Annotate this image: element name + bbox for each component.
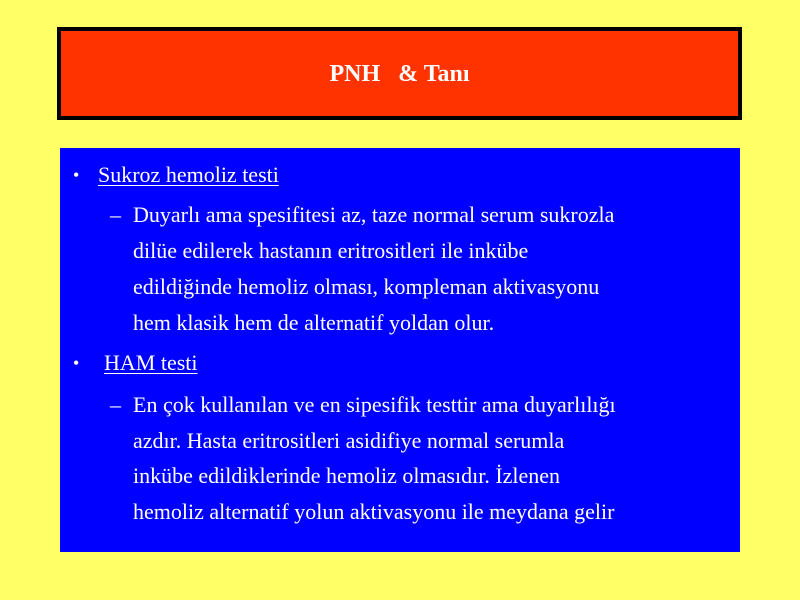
bullet-item-ham (60, 345, 740, 381)
sub-item-text (133, 197, 614, 341)
text-line: hemoliz alternatif yolun aktivasyonu ile meydana gelir (133, 498, 615, 524)
bullet-label-ham: HAM testi (104, 350, 198, 375)
text-line: Duyarlı ama spesifitesi az, taze normal serum sukrozla (133, 202, 615, 227)
text-line: edildiğinde hemoliz olması, kompleman aktivasyonu (133, 274, 600, 299)
slide-title: PNH & Tanı (329, 60, 470, 87)
text-line: En çok kullanılan ve en sipesifik testtir ama duyarlılığı (133, 392, 616, 417)
sub-item-text (133, 387, 616, 529)
slide-content-box (60, 148, 740, 552)
text-line: hem klasik hem de alternatif yoldan olur. (133, 310, 495, 335)
bullet-glyph: • (73, 353, 80, 373)
bullet-item-sukroz (60, 157, 740, 193)
text-line: inkübe edildiklerinde hemoliz olmasıdır. İzlenen (133, 463, 561, 488)
bullet-label-sukroz: Sukroz hemoliz testi (98, 162, 279, 187)
dash-glyph: – (110, 202, 121, 227)
bullet-glyph: • (73, 165, 80, 185)
slide-title-box (57, 27, 742, 120)
dash-glyph: – (110, 392, 121, 417)
text-line: dilüe edilerek hastanın eritrositleri ile inkübe (133, 238, 529, 263)
sub-item-sukroz (60, 197, 740, 341)
sub-item-ham (60, 387, 740, 531)
text-line: azdır. Hasta eritrositleri asidifiye normal serumla (133, 427, 565, 453)
